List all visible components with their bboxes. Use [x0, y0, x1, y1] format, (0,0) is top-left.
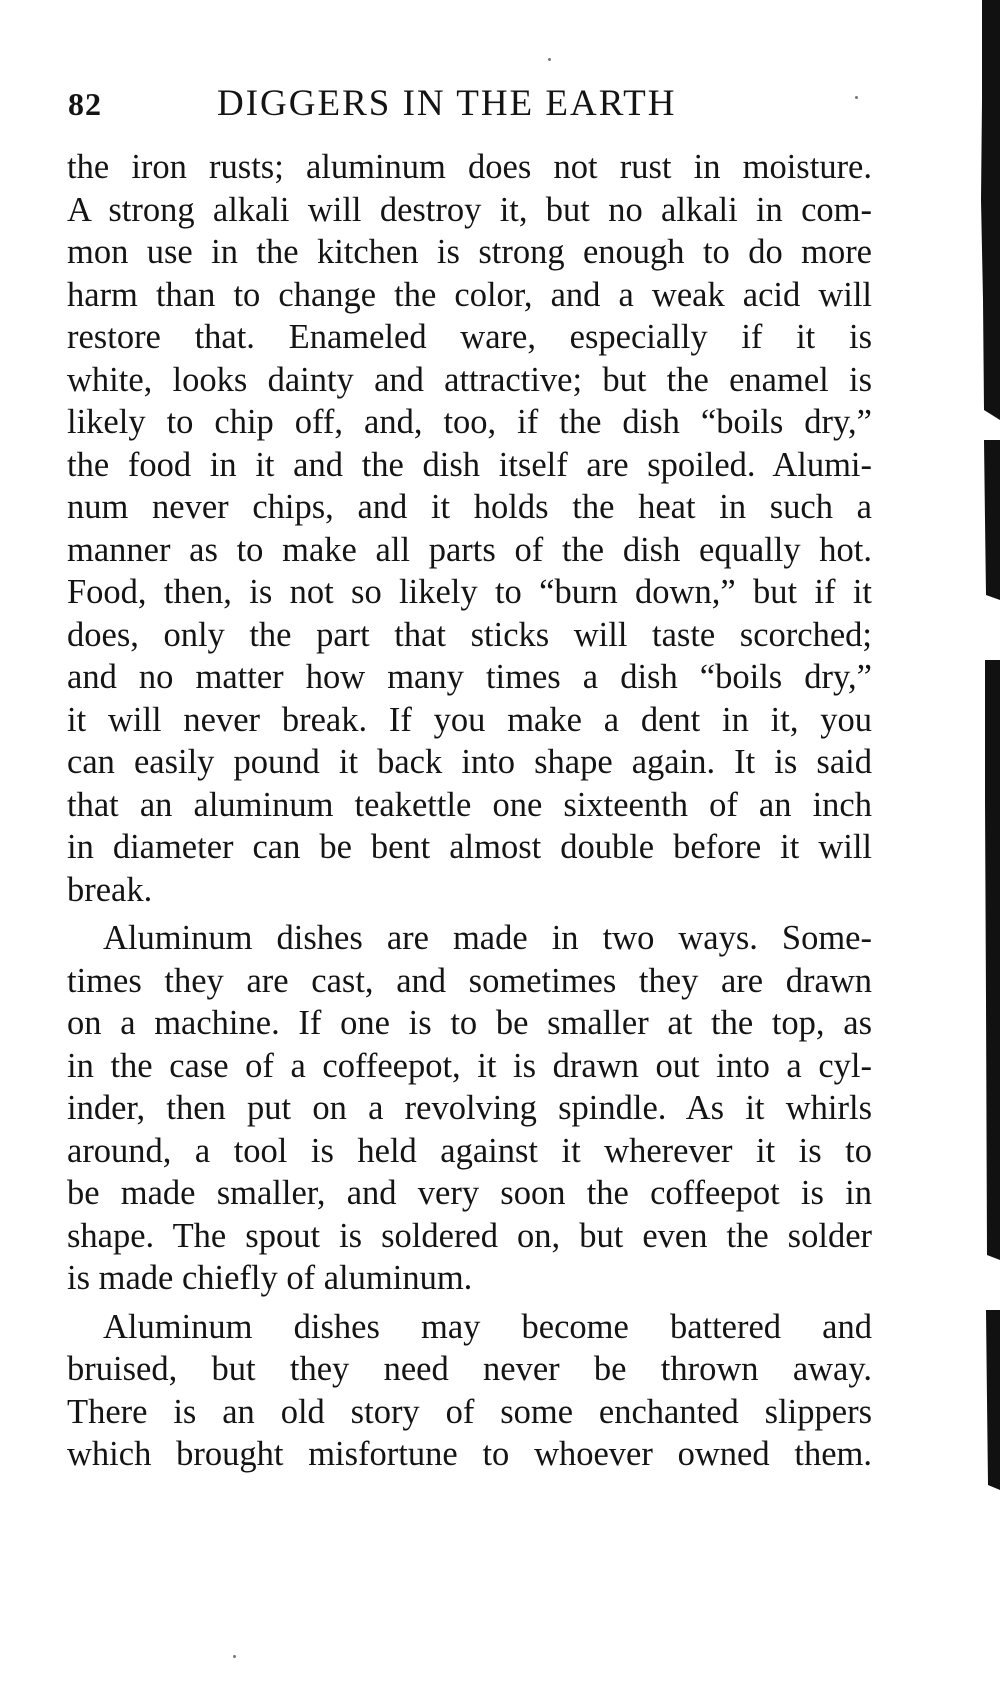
paragraph — [67, 1306, 872, 1476]
binding-edge-shadow — [920, 0, 1000, 1698]
text-line: Aluminum dishes are made in two ways. Some- — [103, 919, 872, 957]
paper-speck — [548, 58, 551, 61]
text-line: harm than to change the color, and a weak acid will — [67, 275, 872, 314]
text-line: in the case of a coffeepot, it is drawn out into a cyl- — [67, 1046, 872, 1085]
paragraph — [67, 146, 872, 911]
text-line: that an aluminum teakettle one sixteenth of an inch — [67, 785, 872, 824]
text-line: it will never break. If you make a dent in it, you — [67, 700, 872, 739]
text-line: the iron rusts; aluminum does not rust in moisture. — [67, 148, 872, 186]
running-title: DIGGERS IN THE EARTH — [217, 83, 677, 124]
text-line: be made smaller, and very soon the coffeepot is in — [67, 1174, 872, 1212]
text-line: times they are cast, and sometimes they are drawn — [67, 961, 872, 1000]
text-line: A strong alkali will destroy it, but no alkali in com- — [67, 190, 872, 229]
page-number: 82 — [68, 86, 102, 122]
text-line: num never chips, and it holds the heat in such a — [67, 488, 872, 526]
paper-speck — [233, 1655, 236, 1658]
text-line: on a machine. If one is to be smaller at the top, as — [67, 1004, 872, 1042]
text-line: inder, then put on a revolving spindle. As it whirls — [67, 1089, 872, 1127]
text-line: which brought misfortune to whoever owned them. — [67, 1435, 872, 1473]
text-line: restore that. Enameled ware, especially if it is — [67, 318, 872, 356]
text-line: Aluminum dishes may become battered and — [103, 1307, 872, 1346]
text-line: does, only the part that sticks will taste scorched; — [67, 615, 872, 654]
text-line: likely to chip off, and, too, if the dish “boils dry,” — [67, 403, 872, 441]
text-line: white, looks dainty and attractive; but the enamel is — [67, 360, 872, 399]
text-line: is made chiefly of aluminum. — [67, 1259, 473, 1297]
binding-shadow-mid-2 — [985, 660, 1000, 1260]
text-line: and no matter how many times a dish “boils dry,” — [67, 658, 872, 696]
running-head — [65, 78, 885, 128]
text-line: Food, then, is not so likely to “burn down,” but if it — [67, 573, 872, 611]
binding-shadow-mid-1 — [984, 440, 1000, 600]
body-text — [67, 146, 872, 1476]
text-line: the food in it and the dish itself are spoiled. Alumi- — [67, 445, 872, 484]
paragraph — [67, 917, 872, 1300]
binding-shadow-top — [981, 0, 1000, 420]
binding-shadow-bottom — [986, 1310, 1000, 1490]
text-line: around, a tool is held against it wherever it is to — [67, 1131, 872, 1170]
text-line: mon use in the kitchen is strong enough to do more — [67, 233, 872, 271]
text-line: in diameter can be bent almost double before it will — [67, 828, 872, 866]
text-line: There is an old story of some enchanted slippers — [67, 1392, 872, 1431]
text-line: can easily pound it back into shape again. It is said — [67, 743, 872, 781]
text-line: break. — [67, 870, 153, 909]
text-line: manner as to make all parts of the dish equally hot. — [67, 530, 872, 569]
text-line: bruised, but they need never be thrown away. — [67, 1350, 872, 1388]
text-line: shape. The spout is soldered on, but even the solder — [67, 1216, 872, 1255]
